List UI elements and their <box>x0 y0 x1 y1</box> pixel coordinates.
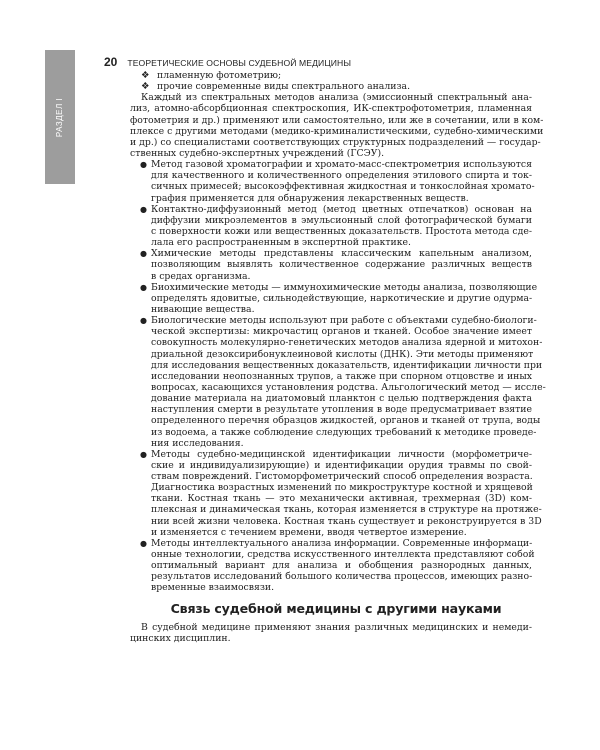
bullet-dot-icon: ● <box>140 449 147 459</box>
method-list-item: ● Контактно-диффузионный метод (метод цветных отпечатков) основан на диффузии микроэлементов в эмульсионный слой фотографической бумаги с поверхности кожи или вещественных доказательств. Простота метода сде- лала его распространенным в экспертной практике. <box>140 203 532 249</box>
diamond-bullet-icon: ❖ <box>141 70 150 81</box>
method-list-item: ● Биологические методы используют при работе с объектами судебно-биологи- ческой экспертизы: микрочастиц органов и тканей. Особое значение имеет совокупность молекулярно-генетических методов анализа ядерной и митохон- дриальной дезоксирибонуклеиновой кислоты (ДНК). Эти методы применяют для исследования вещественных доказательств, идентификации личности при исследовании неопознанных трупов, а также при спорном отцовстве и иных вопросах, касающихся установления родства. Альгологический метод — иссле- дование материала на диатомовый планктон с целью подтверждения факта наступления смерти в результате утопления в воде предусматривает взятие определенного перечня образцов жидкостей, органов и тканей от трупа, воды из водоема, а также соблюдение следующих требований к методике проведе- ния исследования. <box>140 315 546 449</box>
method-list-item: ● Методы судебно-медицинской идентификации личности (морфометриче- ские и индивидуализирующие) и идентификации орудия травмы по свой- ствам повреждений. Гистоморфометрический способ определения возраста. Диагностика возрастных изменений по микроструктуре костной и хрящевой ткани. Костная ткань — это механически активная, трехмерная (3D) ком- плексная и динамическая ткань, которая изменяется в структуре на протяже- нии всей жизни человека. Костная ткань существует и реконструируется в 3D и изменяется с течением времени, вводя четвертое измерение. <box>140 448 542 538</box>
section-heading: Связь судебной медицины с другими науками <box>170 600 502 616</box>
method-list-item: ● Химические методы представлены классическим капельным анализом, позволяющим выявлять количественное содержание различных веществ в средах организма. <box>140 248 532 282</box>
bullet-dot-icon: ● <box>140 316 147 326</box>
sub-item: ❖ пламенную фотометрию; <box>141 70 282 81</box>
running-header <box>104 55 554 71</box>
final-paragraph: В судебной медицине применяют знания различных медицинских и немеди- цинских дисциплин. <box>130 621 532 644</box>
page-body <box>130 70 546 644</box>
bullet-dot-icon: ● <box>140 538 147 548</box>
section-side-tab <box>45 50 75 184</box>
bullet-dot-icon: ● <box>140 204 147 214</box>
running-head-title: ТЕОРЕТИЧЕСКИЕ ОСНОВЫ СУДЕБНОЙ МЕДИЦИНЫ <box>127 58 352 68</box>
diamond-bullet-icon: ❖ <box>141 81 150 93</box>
bullet-dot-icon: ● <box>140 160 147 170</box>
page-number: 20 <box>104 55 118 69</box>
intro-paragraph: Каждый из спектральных методов анализа (эмиссионный спектральный ана- лиз, атомно-абсорбционная спектроскопия, ИК-спектрофотометрия, пламенная фотометрия и др.) применяют или самостоятельно, или же в сочетании, или в ком- плексе с другими методами (медико-криминалистическими, судебно-химическими и др.) со специалистами соответствующих структурных подразделений — государ- ственных судебно-экспертных учреждений (ГСЭУ). <box>130 92 544 159</box>
bullet-dot-icon: ● <box>140 282 147 292</box>
sub-item: ❖ прочие современные виды спектрального анализа. <box>141 81 411 93</box>
method-list-item: ● Методы интеллектуального анализа информации. Современные информаци- онные технологии, средства искусственного интеллекта представляют собой оптимальный вариант для анализа и обобщения разнородных данных, результатов исследований большого количества процессов, имеющих разно- временные взаимосвязи. <box>140 537 535 594</box>
section-tab-label: РАЗДЕЛ I <box>55 97 65 137</box>
method-list-item: ● Метод газовой хроматографии и хромато-масс-спектрометрия используются для качественного и количественного определения этилового спирта и ток- сичных примесей; высокоэффективная жидкостная и тонкослойная хромато- графия применяется для обнаружения лекарственных веществ. <box>140 159 535 204</box>
method-list-item: ● Биохимические методы — иммунохимические методы анализа, позволяющие определять ядовитые, сильнодействующие, наркотические и другие одурма- нивающие вещества. <box>140 281 538 315</box>
bullet-dot-icon: ● <box>140 249 147 259</box>
